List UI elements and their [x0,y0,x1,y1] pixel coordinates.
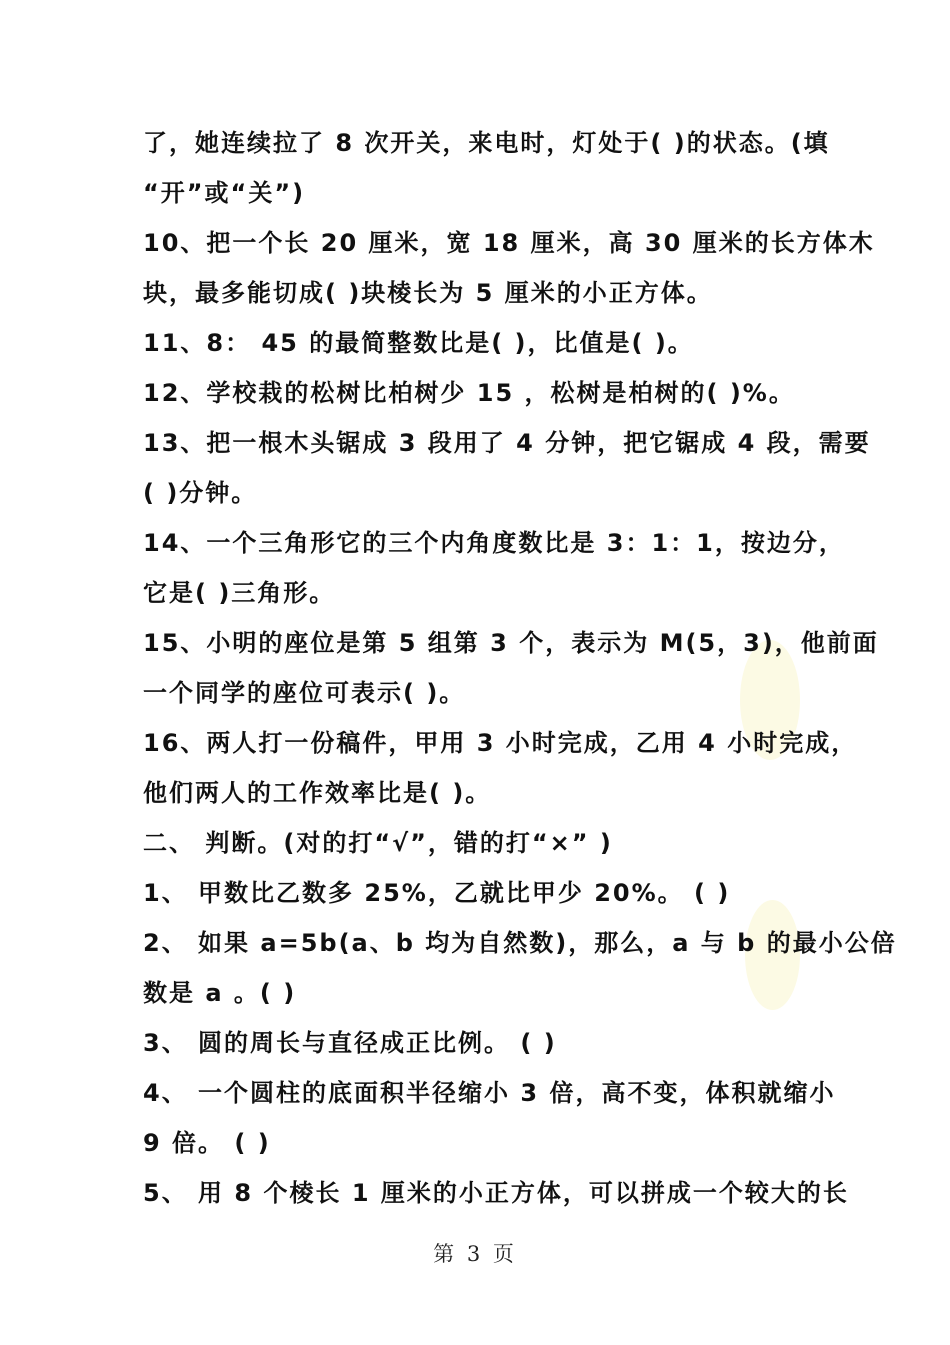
text-line: 了，她连续拉了 8 次开关，来电时，灯处于( )的状态。(填 [143,129,830,157]
text-line: 14、一个三角形它的三个内角度数比是 3：1：1，按边分， [143,529,845,557]
text-line: 10、把一个长 20 厘米，宽 18 厘米，高 30 厘米的长方体木 [143,229,875,257]
text-line: 数是 a 。( ) [143,979,297,1007]
text-line: 一个同学的座位可表示( )。 [143,679,466,707]
section-heading: 二、 判断。(对的打“√”，错的打“×” ) [143,829,613,857]
text-line: 4、 一个圆柱的底面积半径缩小 3 倍，高不变，体积就缩小 [143,1079,836,1107]
text-line: 11、8： 45 的最简整数比是( )，比值是( )。 [143,329,694,357]
text-line: 它是( )三角形。 [143,579,336,607]
text-line: 13、把一根木头锯成 3 段用了 4 分钟，把它锯成 4 段，需要 [143,429,871,457]
page-number: 第 3 页 [433,1242,517,1266]
text-line: 他们两人的工作效率比是( )。 [143,779,492,807]
text-line: ( )分钟。 [143,479,258,507]
text-line: 12、学校栽的松树比柏树少 15 ，松树是柏树的( )%。 [143,379,795,407]
text-line: 块，最多能切成( )块棱长为 5 厘米的小正方体。 [143,279,713,307]
text-line: 2、 如果 a=5b(a、b 均为自然数)，那么，a 与 b 的最小公倍 [143,929,897,957]
text-line: 16、两人打一份稿件，甲用 3 小时完成，乙用 4 小时完成， [143,729,858,757]
text-line: 1、 甲数比乙数多 25%，乙就比甲少 20%。 ( ) [143,879,731,907]
text-line: “开”或“关”) [143,179,306,207]
text-line: 5、 用 8 个棱长 1 厘米的小正方体，可以拼成一个较大的长 [143,1179,849,1207]
text-line: 3、 圆的周长与直径成正比例。 ( ) [143,1029,557,1057]
text-line: 9 倍。 ( ) [143,1129,271,1157]
text-line: 15、小明的座位是第 5 组第 3 个，表示为 M(5，3)，他前面 [143,629,879,657]
